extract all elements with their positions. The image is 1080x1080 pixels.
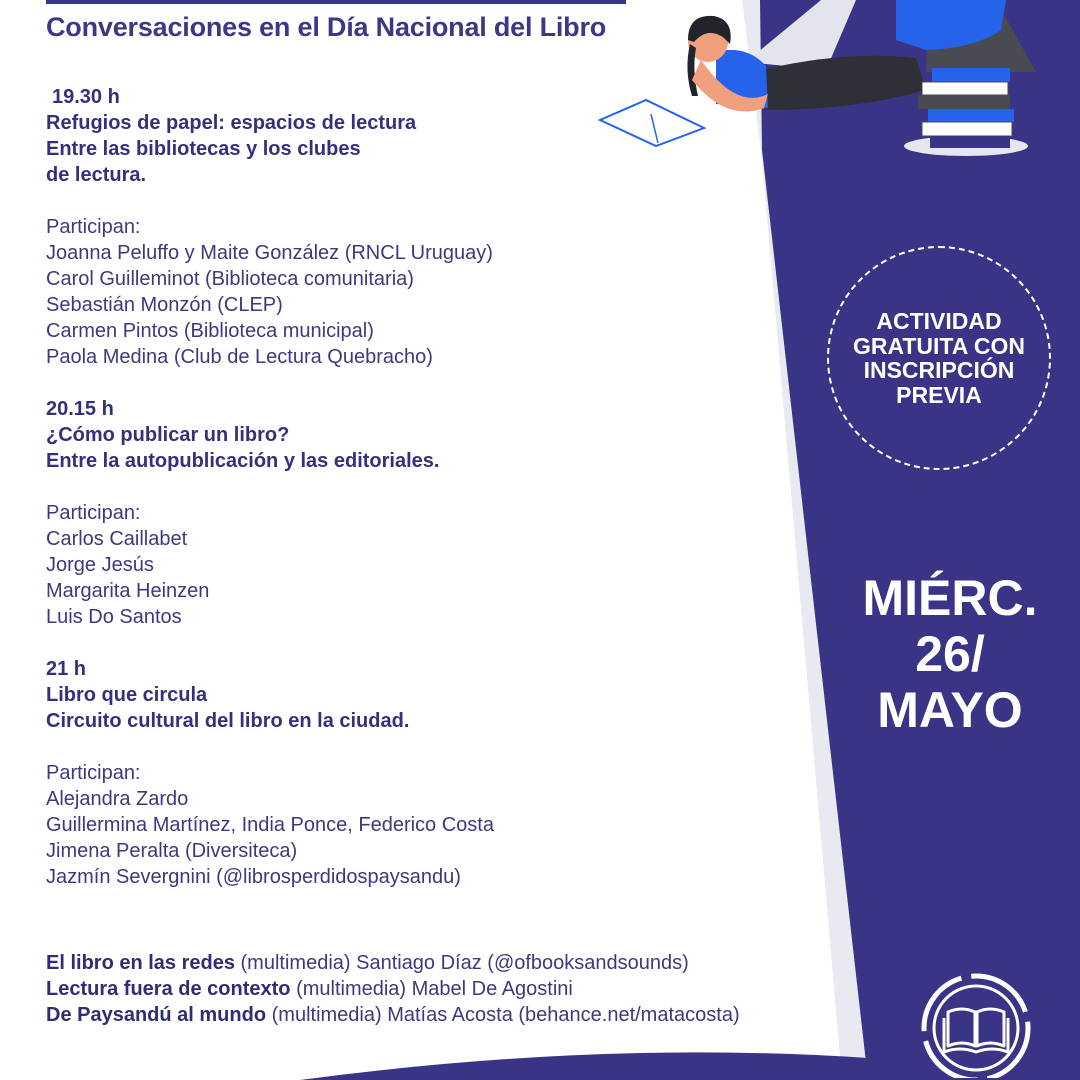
session-time: 20.15 h xyxy=(46,398,114,420)
badge-line: ACTIVIDAD xyxy=(876,308,1002,334)
participant: Joanna Peluffo y Maite González (RNCL Uruguay) xyxy=(46,242,493,264)
multimedia-item xyxy=(46,1002,866,1028)
multimedia-list xyxy=(46,950,866,1028)
multimedia-detail: (multimedia) Santiago Díaz (@ofbooksandsounds) xyxy=(234,952,689,974)
participant: Carol Guilleminot (Biblioteca comunitaria) xyxy=(46,268,414,290)
multimedia-detail: (multimedia) Mabel De Agostini xyxy=(290,978,573,1000)
session-subtitle: Entre las bibliotecas y los clubes xyxy=(46,138,361,160)
participant: Luis Do Santos xyxy=(46,606,182,628)
multimedia-title: Lectura fuera de contexto xyxy=(46,978,291,1000)
free-activity-badge xyxy=(827,246,1051,470)
open-book-icon xyxy=(918,968,1034,1078)
panel-purple xyxy=(760,0,1080,1080)
session-subtitle: Entre la autopublicación y las editoriales. xyxy=(46,450,440,472)
badge-line: GRATUITA CON xyxy=(852,332,1026,359)
session-title: Refugios de papel: espacios de lectura xyxy=(46,112,417,134)
session-block xyxy=(46,656,806,890)
session-time: 19.30 h xyxy=(52,86,120,108)
multimedia-item xyxy=(46,976,866,1002)
participant: Jorge Jesús xyxy=(46,554,154,576)
page-title: Conversaciones en el Día Nacional del Libro xyxy=(46,12,607,42)
badge-line: PREVIA xyxy=(896,381,982,408)
multimedia-item xyxy=(46,950,866,976)
event-date xyxy=(840,570,1060,738)
date-weekday: MIÉRC. xyxy=(862,570,1038,626)
date-month: MAYO xyxy=(877,682,1023,738)
program-list xyxy=(46,84,806,890)
participant: Carlos Caillabet xyxy=(46,528,188,550)
participants-label: Participan: xyxy=(46,502,141,524)
session-block xyxy=(46,396,806,656)
badge-line: INSCRIPCIÓN xyxy=(863,357,1015,383)
multimedia-title: El libro en las redes xyxy=(46,952,235,974)
date-day: 26/ xyxy=(915,626,985,682)
session-subtitle: Circuito cultural del libro en la ciudad. xyxy=(46,710,410,732)
participant: Alejandra Zardo xyxy=(46,788,189,810)
participant: Jazmín Severgnini (@librosperdidospaysandu) xyxy=(46,866,461,888)
session-title: Libro que circula xyxy=(46,684,208,706)
participant: Guillermina Martínez, India Ponce, Federico Costa xyxy=(46,814,494,836)
multimedia-title: De Paysandú al mundo xyxy=(46,1004,267,1026)
participants-label: Participan: xyxy=(46,762,141,784)
participant: Margarita Heinzen xyxy=(46,580,210,602)
participants-label: Participan: xyxy=(46,216,141,238)
top-rule xyxy=(46,0,626,4)
session-block xyxy=(46,84,806,396)
participant: Paola Medina (Club de Lectura Quebracho) xyxy=(46,346,433,368)
participant: Sebastián Monzón (CLEP) xyxy=(46,294,283,316)
session-time: 21 h xyxy=(46,658,87,680)
badge-text xyxy=(834,309,1044,407)
session-title: ¿Cómo publicar un libro? xyxy=(46,424,290,446)
session-subtitle: de lectura. xyxy=(46,164,147,186)
bottom-wave xyxy=(300,1052,868,1080)
multimedia-detail: (multimedia) Matías Acosta (behance.net/matacosta) xyxy=(266,1004,740,1026)
participant: Carmen Pintos (Biblioteca municipal) xyxy=(46,320,374,342)
participant: Jimena Peralta (Diversiteca) xyxy=(46,840,298,862)
